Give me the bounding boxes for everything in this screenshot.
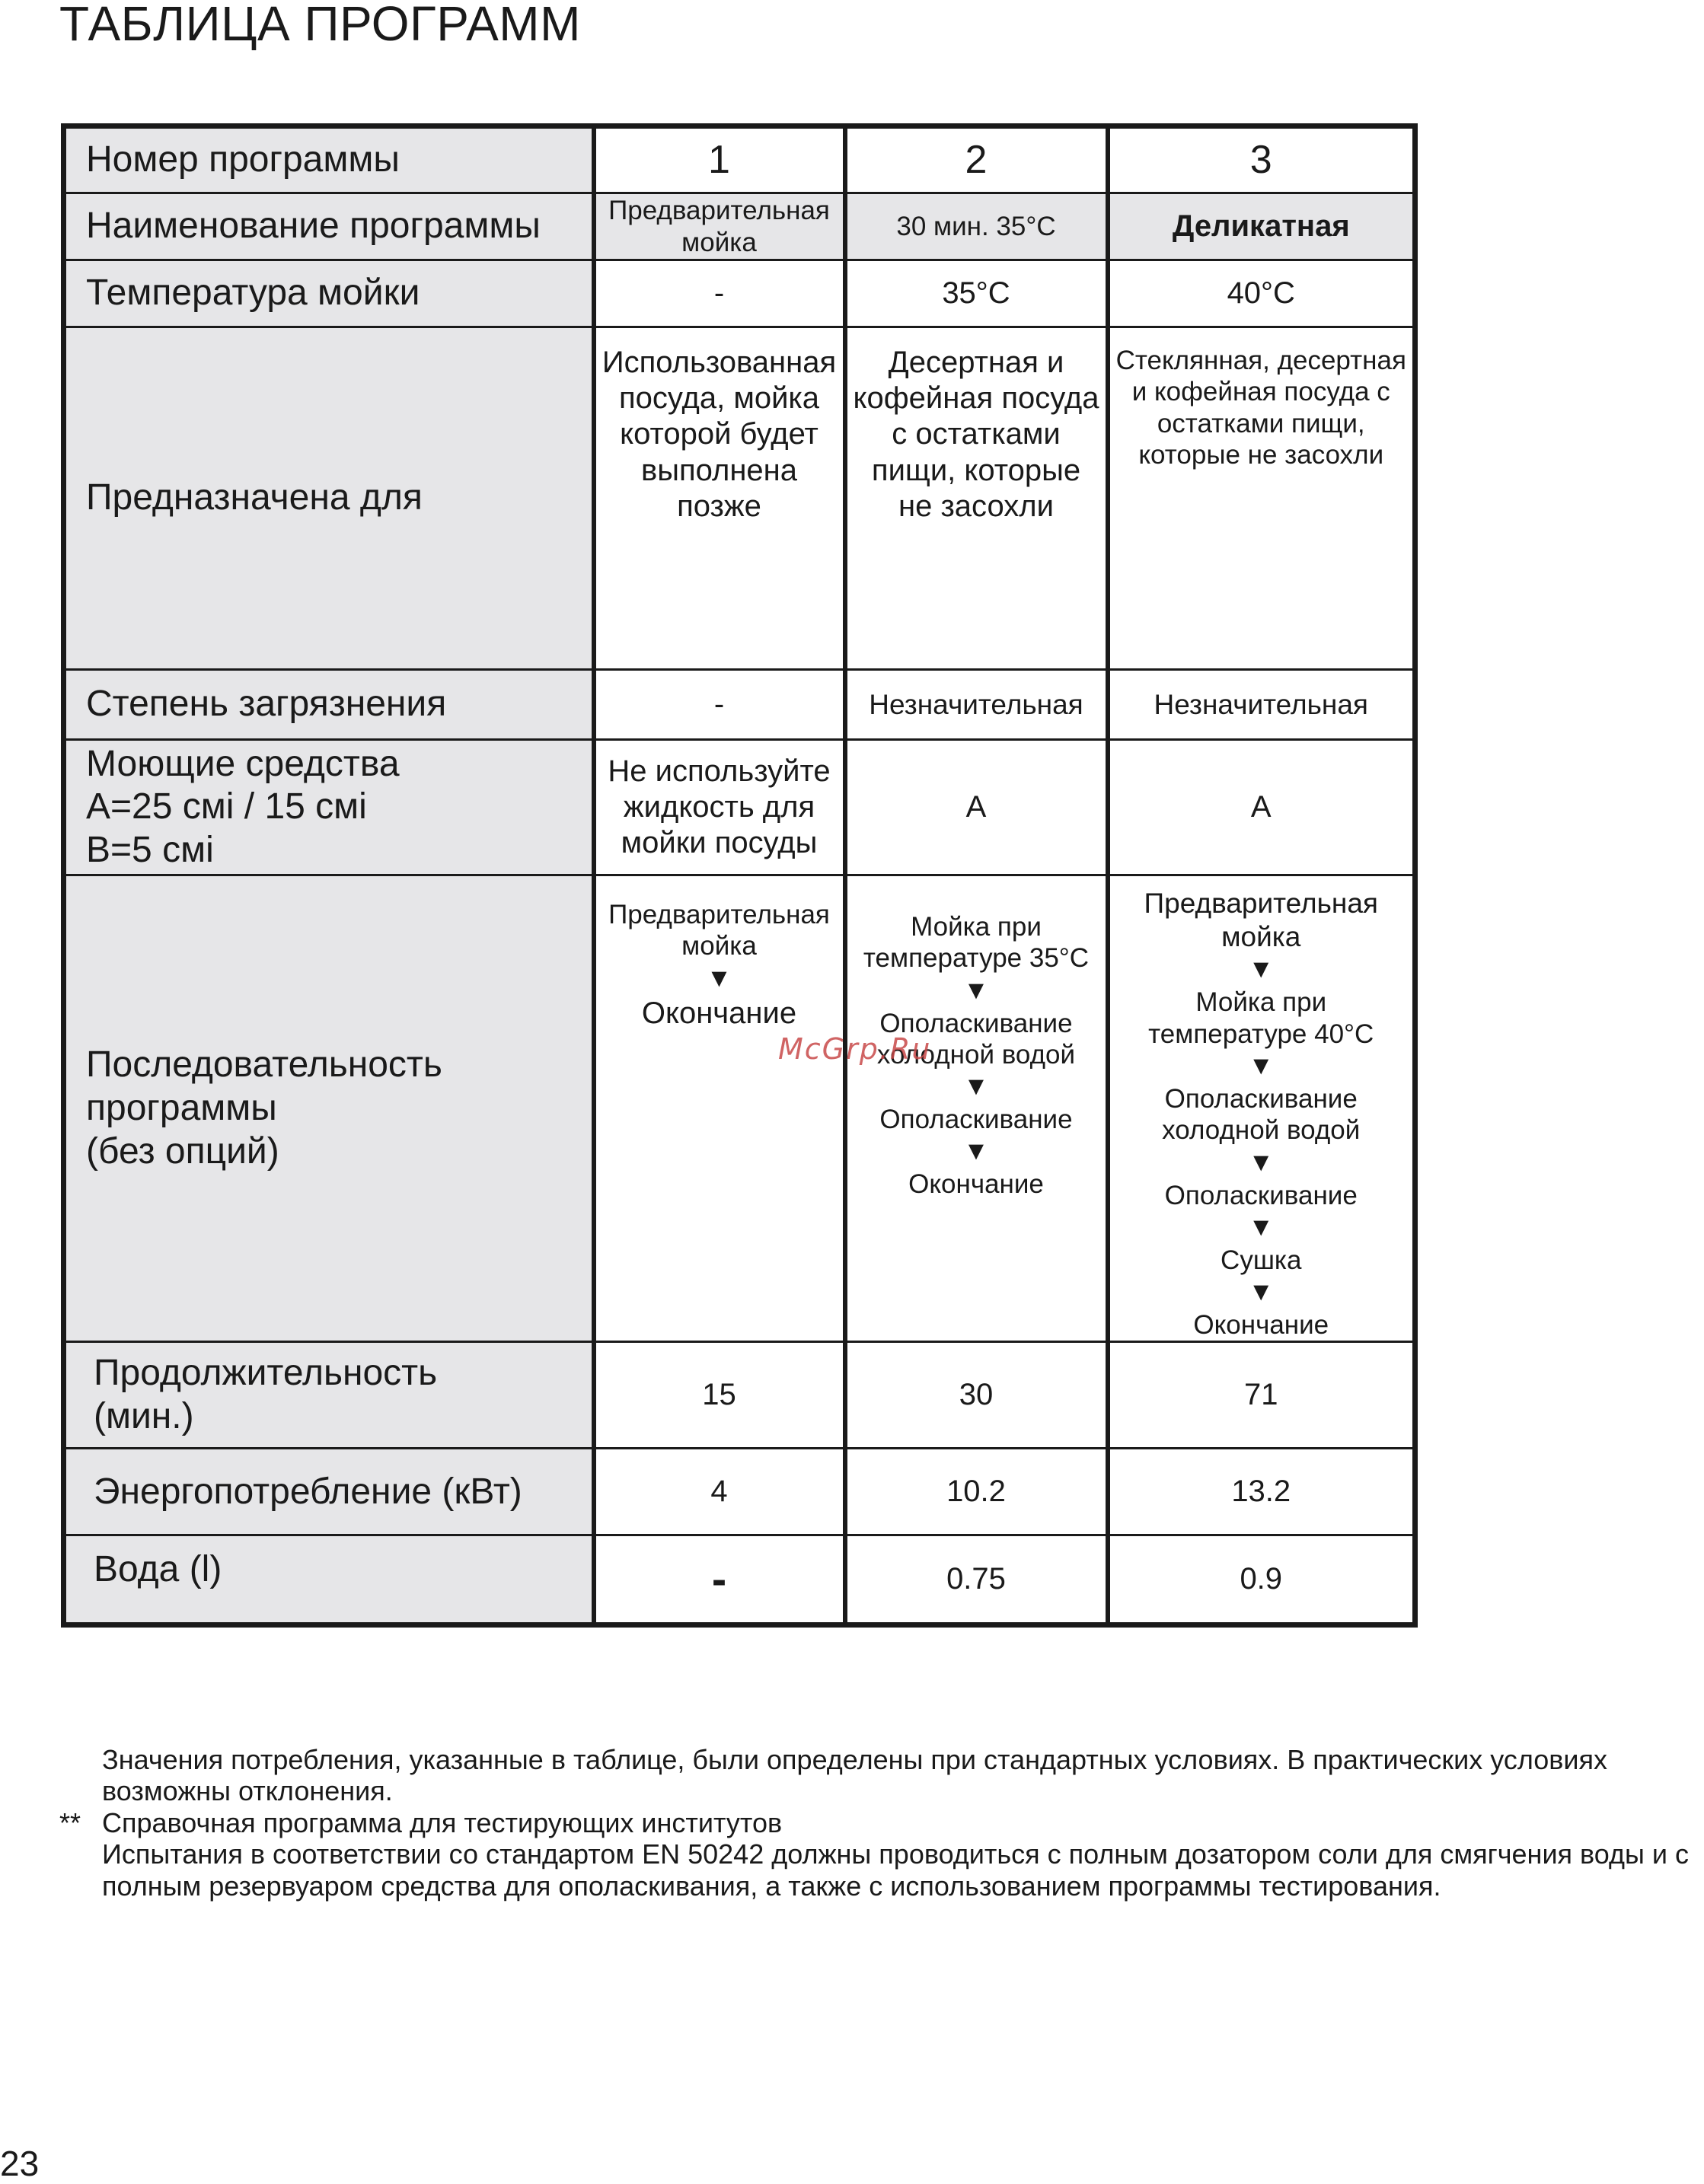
row-water <box>64 1535 1415 1625</box>
cell-program-number-3: 3 <box>1108 126 1415 193</box>
cell-sequence-1 <box>594 875 845 1342</box>
sequence-label-line-2: программы <box>86 1087 277 1128</box>
detergent-label-line-3: B=5 смі <box>86 829 214 870</box>
watermark: McGrp.Ru <box>778 1032 932 1066</box>
cell-detergent-2: A <box>845 740 1108 875</box>
sequence-label-line-1: Последовательность <box>86 1044 442 1086</box>
row-label-temperature: Температура мойки <box>64 260 594 327</box>
cell-program-number-2: 2 <box>845 126 1108 193</box>
duration-label-line-1: Продолжительность <box>94 1353 438 1394</box>
cell-water-2: 0.75 <box>845 1535 1108 1625</box>
down-triangle-icon: ▼ <box>1248 1051 1275 1080</box>
row-label-soil-level: Степень загрязнения <box>64 670 594 740</box>
cell-soil-level-2: Незначительная <box>845 670 1108 740</box>
sequence-step: Мойка при температуре 40°C <box>1148 987 1374 1049</box>
cell-sequence-2 <box>845 875 1108 1342</box>
cell-intended-for-1: Использованная посуда, мойка которой будет выполнена позже <box>594 327 845 670</box>
down-triangle-icon: ▼ <box>1248 1147 1275 1177</box>
footnote <box>59 1807 1704 1838</box>
footnote-text: Испытания в соответствии со стандартом EN 50242 должны проводиться с полным дозатором соли для смягчения воды и с полным резервуаром средства для ополаскивания, а также с использованием программы тестирования. <box>102 1838 1689 1902</box>
row-intended-for <box>64 327 1415 670</box>
down-triangle-icon: ▼ <box>963 1137 989 1166</box>
row-label-program-number: Номер программы <box>64 126 594 193</box>
footnote-text: Значения потребления, указанные в таблице, были определены при стандартных условиях. В практических условиях возможны отклонения. <box>102 1744 1607 1807</box>
down-triangle-icon: ▼ <box>1248 1277 1275 1307</box>
detergent-label-line-1: Моющие средства <box>86 743 400 784</box>
sequence-step: Ополаскивание холодной водой <box>1162 1083 1361 1146</box>
cell-duration-1: 15 <box>594 1342 845 1449</box>
cell-energy-2: 10.2 <box>845 1449 1108 1535</box>
sequence-label-line-3: (без опций) <box>86 1130 279 1172</box>
row-label-energy: Энергопотребление (кВт) <box>64 1449 594 1535</box>
row-label-detergent <box>64 740 594 875</box>
footnote-text: Справочная программа для тестирующих институтов <box>102 1806 783 1838</box>
footnote-marker: ** <box>59 1806 81 1838</box>
cell-detergent-3: A <box>1108 740 1415 875</box>
row-label-sequence <box>64 875 594 1342</box>
row-program-name <box>64 193 1415 260</box>
cell-energy-1: 4 <box>594 1449 845 1535</box>
sequence-step: Ополаскивание <box>879 1105 1073 1135</box>
cell-soil-level-1: - <box>594 670 845 740</box>
down-triangle-icon: ▼ <box>963 1072 989 1102</box>
cell-duration-3: 71 <box>1108 1342 1415 1449</box>
cell-duration-2: 30 <box>845 1342 1108 1449</box>
row-label-intended-for: Предназначена для <box>64 327 594 670</box>
sequence-step: Сушка <box>1221 1245 1302 1275</box>
sequence-step: Окончание <box>908 1169 1044 1200</box>
cell-program-name-3: Деликатная <box>1108 193 1415 260</box>
sequence-step: Ополаскивание <box>1164 1180 1358 1210</box>
sequence-step: Окончание <box>1193 1310 1329 1341</box>
page-number: 23 <box>0 2144 40 2183</box>
cell-sequence-3 <box>1108 875 1415 1342</box>
program-table <box>61 123 1418 1628</box>
down-triangle-icon: ▼ <box>963 975 989 1005</box>
sequence-step: Ополаскивание холодной водой <box>876 1008 1076 1070</box>
cell-intended-for-2: Десертная и кофейная посуда с остатками пищи, которые не засохли <box>845 327 1108 670</box>
cell-intended-for-3: Стеклянная, десертная и кофейная посуда с остатками пищи, которые не засохли <box>1108 327 1415 670</box>
footnote-marker <box>59 1744 102 1807</box>
footnote-marker <box>59 1838 102 1902</box>
row-label-program-name: Наименование программы <box>64 193 594 260</box>
sequence-step: Предварительная мойка <box>1144 888 1378 952</box>
row-temperature <box>64 260 1415 327</box>
duration-label-line-2: (мин.) <box>94 1395 194 1436</box>
cell-water-1: - <box>594 1535 845 1625</box>
footnote <box>59 1838 1704 1902</box>
row-energy <box>64 1449 1415 1535</box>
row-detergent <box>64 740 1415 875</box>
row-program-number <box>64 126 1415 193</box>
cell-temperature-3: 40°C <box>1108 260 1415 327</box>
cell-program-number-1: 1 <box>594 126 845 193</box>
cell-temperature-1: - <box>594 260 845 327</box>
sequence-step: Окончание <box>641 996 797 1030</box>
sequence-step: Предварительная мойка <box>608 900 830 961</box>
row-label-duration <box>64 1342 594 1449</box>
page-title: ТАБЛИЦА ПРОГРАММ <box>59 0 581 51</box>
row-label-water: Вода (l) <box>64 1535 594 1625</box>
cell-energy-3: 13.2 <box>1108 1449 1415 1535</box>
footnote <box>59 1744 1704 1807</box>
down-triangle-icon: ▼ <box>1248 1212 1275 1242</box>
detergent-label-line-2: A=25 смі / 15 смі <box>86 786 367 827</box>
cell-temperature-2: 35°C <box>845 260 1108 327</box>
down-triangle-icon: ▼ <box>1248 955 1275 984</box>
cell-water-3: 0.9 <box>1108 1535 1415 1625</box>
cell-detergent-1: Не используйте жидкость для мойки посуды <box>594 740 845 875</box>
sequence-step: Мойка при температуре 35°C <box>863 912 1090 974</box>
cell-program-name-2: 30 мин. 35°C <box>845 193 1108 260</box>
down-triangle-icon: ▼ <box>706 963 732 993</box>
cell-program-name-1: Предварительная мойка <box>594 193 845 260</box>
footnotes <box>59 1744 1704 1902</box>
row-soil-level <box>64 670 1415 740</box>
cell-soil-level-3: Незначительная <box>1108 670 1415 740</box>
row-sequence <box>64 875 1415 1342</box>
row-duration <box>64 1342 1415 1449</box>
